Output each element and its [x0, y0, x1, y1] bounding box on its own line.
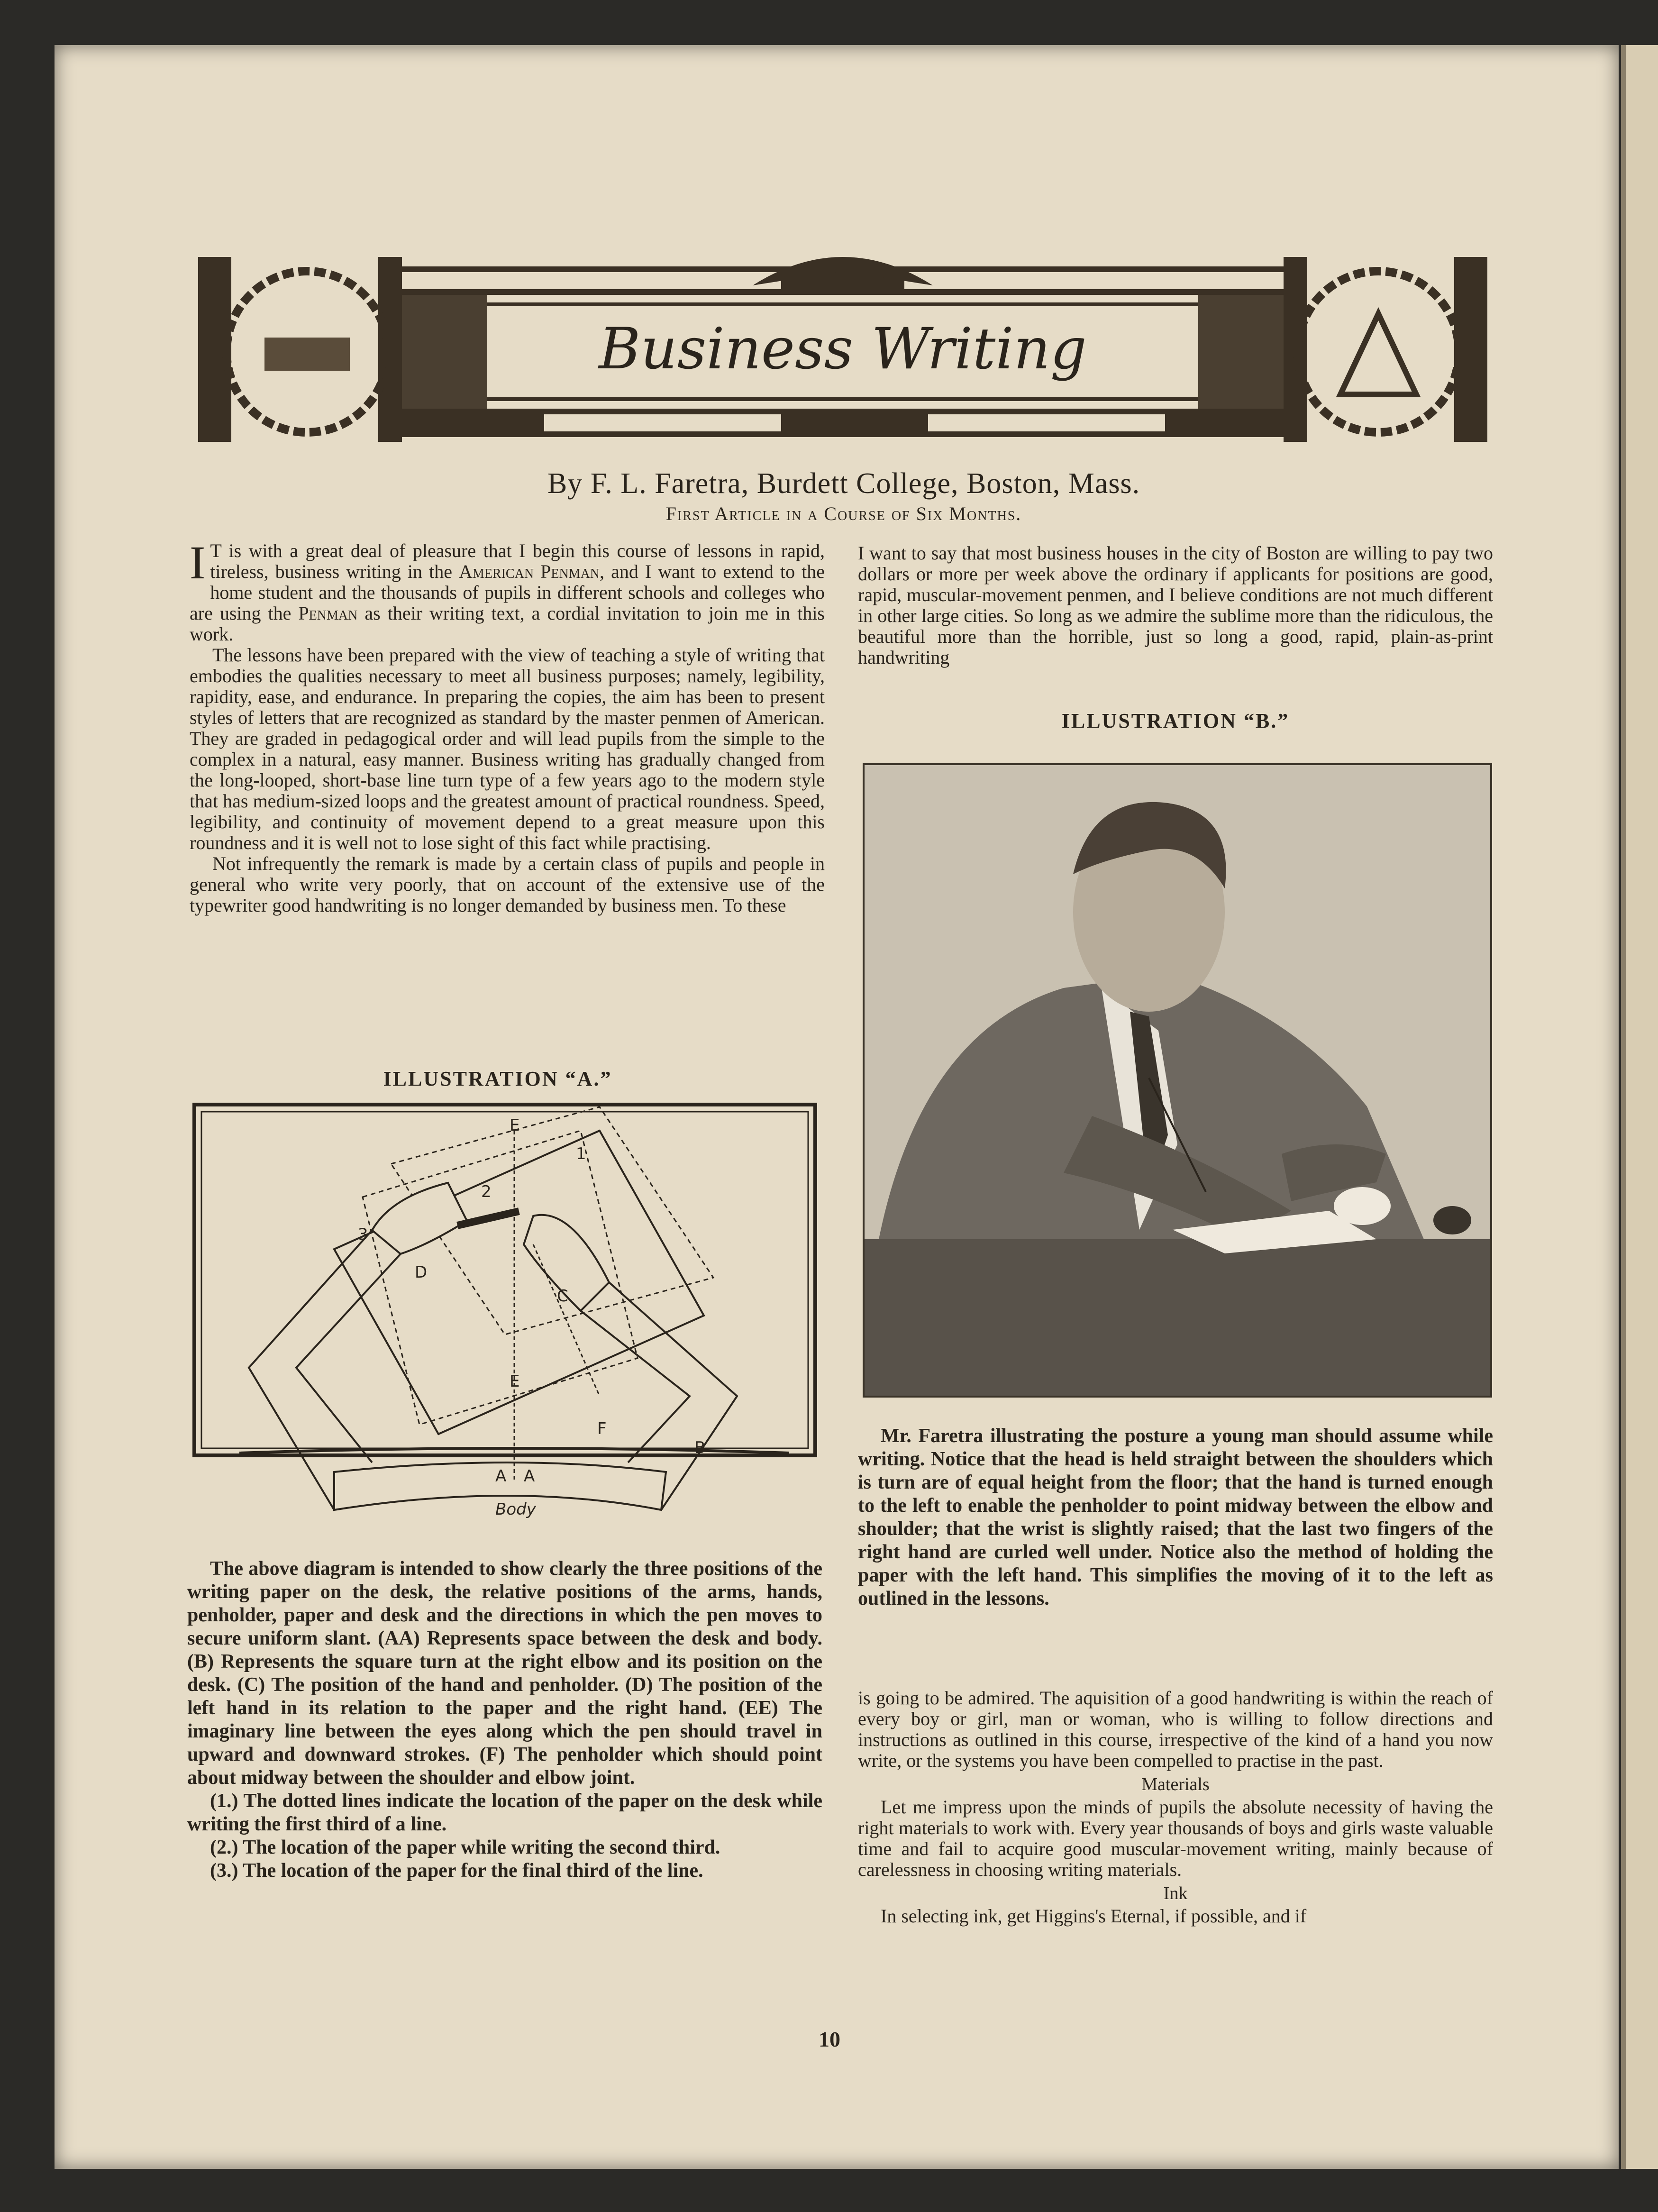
illustration-a-heading: ILLUSTRATION “A.”	[383, 1067, 612, 1090]
label-a1: A	[495, 1467, 507, 1486]
business-writing-banner	[193, 238, 1492, 456]
label-a2: A	[524, 1467, 535, 1486]
left-column-text	[190, 536, 825, 916]
ink-heading: Ink	[1163, 1883, 1188, 1903]
ink-paragraph: In selecting ink, get Higgins's Eternal, if possible, and if	[881, 1905, 1307, 1927]
intro-paragraph: I T is with a great deal of pleasure that I begin this course of lessons in rapid, tireless, business writing in the American Penman, and I want to extend to the home student and the thousands of pupils in different schools and colleges who are using the Penman as their writing text, a cordial invitation to join me in this work.	[190, 536, 825, 645]
illustration-b-photo	[863, 763, 1492, 1398]
label-d: D	[415, 1263, 428, 1282]
materials-paragraph: Let me impress upon the minds of pupils the absolute necessity of having the right materials to work with. Every year thousands of boys and girls waste valuable time and fail to acquire good muscular-movement writing, mainly because of carelessness in choosing writing materials.	[858, 1796, 1493, 1880]
label-c: C	[557, 1287, 568, 1306]
label-e-top: E	[510, 1116, 520, 1135]
label-e-mid: E	[510, 1372, 520, 1391]
materials-heading: Materials	[1141, 1774, 1210, 1794]
label-2: 2	[481, 1182, 492, 1201]
label-1: 1	[576, 1144, 586, 1163]
caption-a-item-3: (3.) The location of the paper for the final third of the line.	[210, 1860, 703, 1882]
remark-paragraph: Not infrequently the remark is made by a certain class of pupils and people in general who write very poorly, that on account of the extensive use of the typewriter good handwriting is no longer demanded by business men. To these	[190, 853, 825, 916]
illustration-b-caption: Mr. Faretra illustrating the posture a young man should assume while writing. Notice that the head is held straight between the shoulders which is turn are of equal height from the floor; that the hand is turned enough to the left to enable the penholder to point midway between the elbow and shoulder; that the wrist is slightly raised; that the last two fingers of the right hand are curled well under. Notice also the method of holding the paper with the left hand. This simplifies the moving of it to the left as outlined in the lessons.	[858, 1425, 1493, 1609]
label-body: Body	[495, 1500, 536, 1519]
article-subtitle: First Article in a Course of Six Months.	[665, 503, 1022, 524]
lessons-paragraph: The lessons have been prepared with the view of teaching a style of writing that embodies the qualities necessary to meet all business purposes; namely, legibility, rapidity, ease, and endurance. In preparing the copies, the aim has been to present styles of letters that are recognized as standard by the master penmen of American. They are graded in pedagogical order and will lead pupils from the simple to the complex in a natural, easy manner. Business writing has gradually changed from the long-looped, short-base line turn type of a few years ago to the modern style that has medium-sized loops and the greatest amount of practical roundness. Speed, legibility, and continuity of movement depend to a great measure upon this roundness and it is well not to lose sight of this fact while practising.	[190, 644, 825, 853]
admired-paragraph: is going to be admired. The aquisition of a good handwriting is within the reach of every boy or girl, man or woman, who is willing to follow directions and instructions as outlined in this course, irrespective of the kind of a hand you now write, or the systems you have been compelled to practise in the past.	[858, 1687, 1493, 1771]
label-b: B	[694, 1438, 706, 1457]
next-page-edge	[1621, 45, 1658, 2169]
label-3: 3	[358, 1225, 368, 1244]
page-number: 10	[819, 2027, 840, 2051]
caption-a-main: The above diagram is intended to show clearly the three positions of the writing paper on the desk, the relative positions of the arms, hands, penholder, paper and desk and the directions in which the pen moves to secure uniform slant. (AA) Represents space between the desk and body. (B) Represents the square turn at the right elbow and its position on the desk. (C) The position of the hand and penholder. (D) The position of the left hand in its relation to the paper and the right hand. (EE) The imaginary line between the eyes along which the pen should travel in upward and downward strokes. (F) The penholder which should point about midway between the shoulder and elbow joint.	[187, 1558, 822, 1789]
drop-cap: I	[190, 536, 206, 589]
caption-a-item-2: (2.) The location of the paper while writing the second third.	[210, 1837, 720, 1858]
illustration-a-diagram	[192, 1102, 818, 1553]
right-column-bottom	[858, 1688, 1493, 1927]
byline: By F. L. Faretra, Burdett College, Boston, Mass.	[547, 467, 1140, 500]
caption-a-item-1: (1.) The dotted lines indicate the location of the paper on the desk while writing the first third of a line.	[187, 1790, 822, 1835]
illustration-a-caption	[187, 1557, 822, 1883]
illustration-b-heading: ILLUSTRATION “B.”	[1061, 709, 1290, 732]
right-column-top: I want to say that most business houses in the city of Boston are willing to pay two dollars or more per week above the ordinary if applicants for positions are good, rapid, muscular-movement penmen, and I believe conditions are not much different in other large cities. So long as we admire the sublime more than the ridiculous, the beautiful more than the horrible, just so long a good, rapid, plain-as-print handwriting	[858, 542, 1493, 668]
label-f: F	[597, 1419, 607, 1438]
banner-title: Business Writing	[599, 316, 1087, 382]
